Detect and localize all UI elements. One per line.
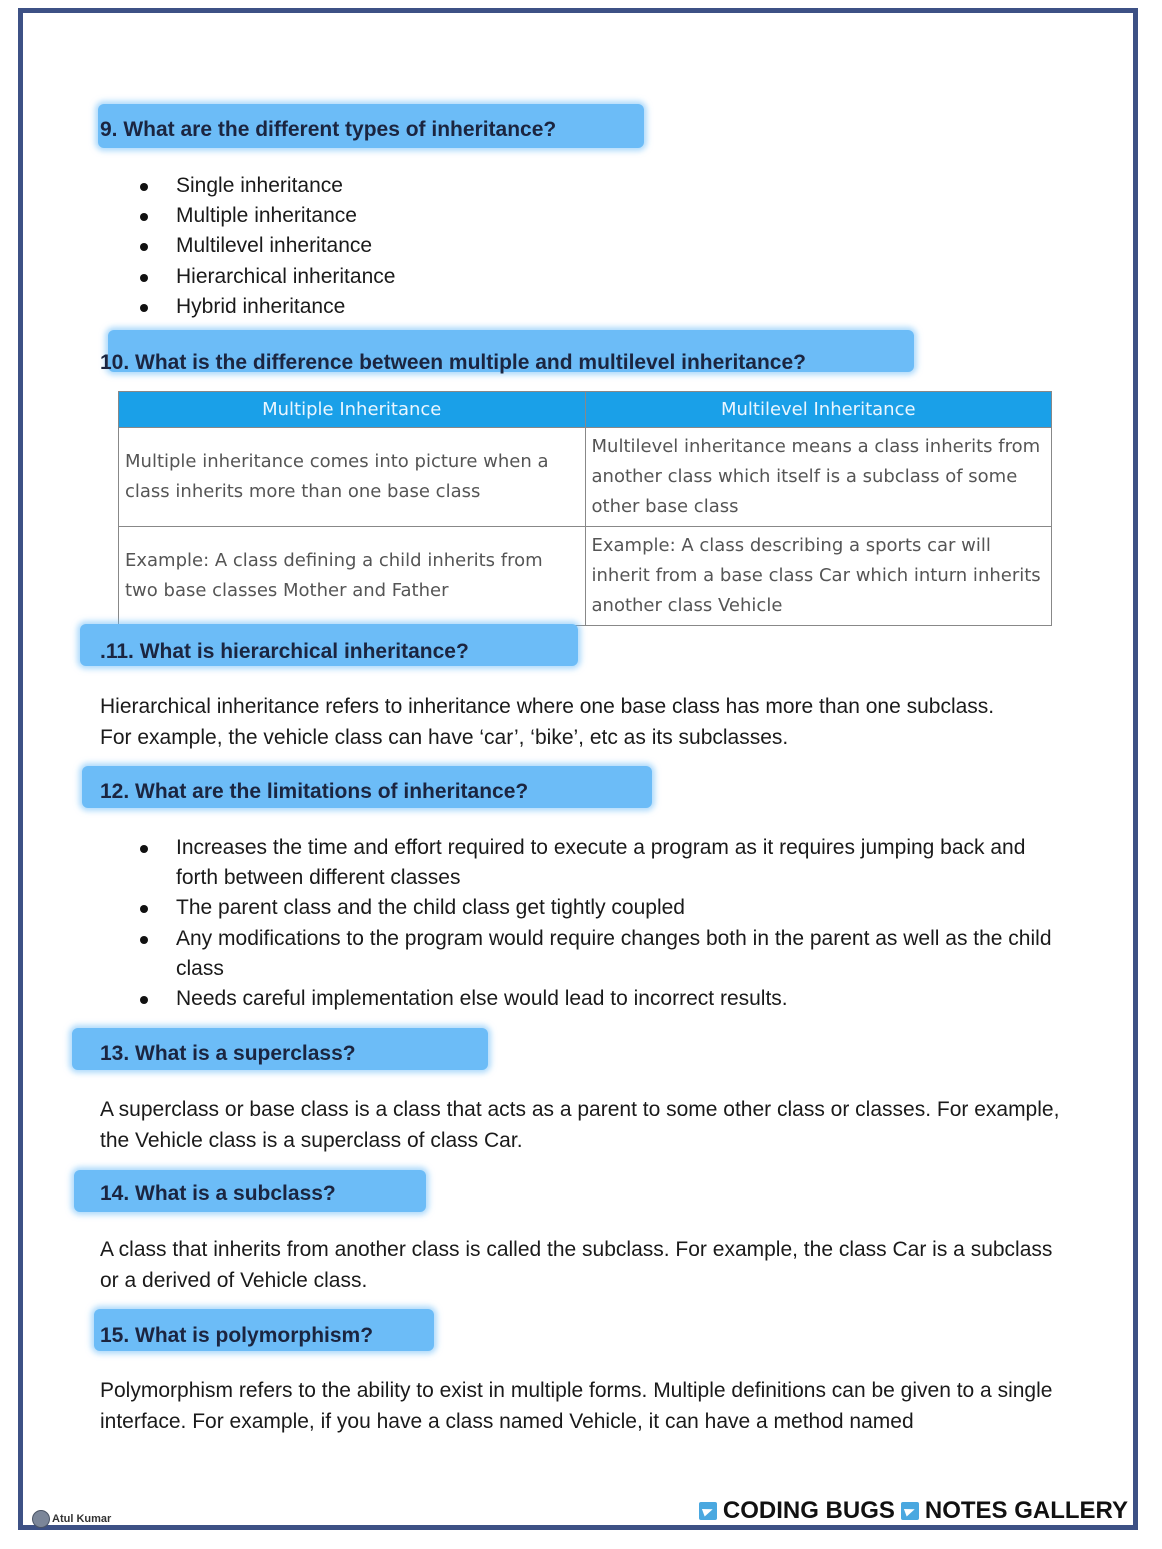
- heading-q11: .11. What is hierarchical inheritance?: [100, 640, 469, 663]
- table-cell: Multiple inheritance comes into picture when a class inherits more than one base class: [119, 428, 586, 527]
- table-row: [119, 428, 1052, 527]
- telegram-icon: [901, 1502, 919, 1520]
- author-credit: [32, 1510, 111, 1528]
- heading-q12: 12. What are the limitations of inheritance?: [100, 780, 529, 803]
- avatar: [32, 1510, 50, 1528]
- list-item: Hybrid inheritance: [140, 292, 395, 322]
- list-item: Single inheritance: [140, 171, 395, 201]
- list-item: Any modifications to the program would require changes both in the parent as well as the child class: [140, 924, 1070, 984]
- author-name: Atul Kumar: [52, 1513, 112, 1525]
- telegram-icon: [699, 1502, 717, 1520]
- list-item: Needs careful implementation else would lead to incorrect results.: [140, 984, 1070, 1014]
- table-header: Multiple Inheritance: [119, 392, 586, 428]
- answer-q13: A superclass or base class is a class that acts as a parent to some other class or classes. For example, the Vehicle class is a superclass of class Car.: [100, 1098, 1060, 1152]
- table-header: Multilevel Inheritance: [585, 392, 1052, 428]
- answer-q15: Polymorphism refers to the ability to exist in multiple forms. Multiple definitions can be given to a single interface. For example, if you have a class named Vehicle, it can have a method named: [100, 1379, 1053, 1433]
- list-item: Multiple inheritance: [140, 201, 395, 231]
- table-header-row: [119, 392, 1052, 428]
- heading-q9: 9. What are the different types of inheritance?: [100, 118, 557, 141]
- answer-q11: Hierarchical inheritance refers to inheritance where one base class has more than one subclass. For example, the vehicle class can have ‘car’, ‘bike’, etc as its subclasses.: [100, 695, 995, 749]
- heading-q13: 13. What is a superclass?: [100, 1042, 356, 1065]
- brand-footer: [699, 1497, 1128, 1525]
- heading-q15: 15. What is polymorphism?: [100, 1324, 374, 1347]
- table-cell: Multilevel inheritance means a class inherits from another class which itself is a subclass of some other base class: [585, 428, 1052, 527]
- table-cell: Example: A class describing a sports car will inherit from a base class Car which inturn inherits another class Vehicle: [585, 527, 1052, 626]
- brand-notes-gallery: NOTES GALLERY: [924, 1497, 1128, 1524]
- answer-q14: A class that inherits from another class is called the subclass. For example, the class Car is a subclass or a derived of Vehicle class.: [100, 1238, 1053, 1292]
- brand-coding-bugs: CODING BUGS: [722, 1497, 895, 1524]
- table-row: [119, 527, 1052, 626]
- heading-q14: 14. What is a subclass?: [100, 1182, 336, 1205]
- comparison-table: [118, 391, 1052, 626]
- inheritance-types-list: [140, 171, 395, 322]
- list-item: The parent class and the child class get tightly coupled: [140, 893, 1070, 923]
- limitations-list: [140, 833, 1070, 1014]
- list-item: Multilevel inheritance: [140, 231, 395, 261]
- list-item: Hierarchical inheritance: [140, 262, 395, 292]
- table-cell: Example: A class defining a child inherits from two base classes Mother and Father: [119, 527, 586, 626]
- list-item: Increases the time and effort required to execute a program as it requires jumping back and forth between different classes: [140, 833, 1070, 893]
- heading-q10: 10. What is the difference between multiple and multilevel inheritance?: [100, 351, 806, 374]
